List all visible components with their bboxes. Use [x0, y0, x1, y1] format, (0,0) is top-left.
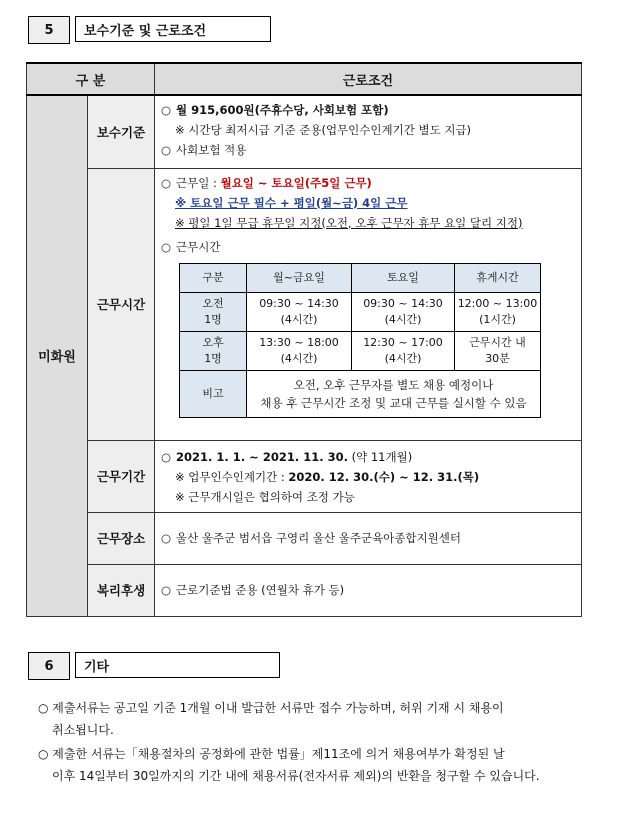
table-row-period: [27, 440, 582, 512]
schedule-morning-weekday: 09:30 ~ 14:30 (4시간): [247, 292, 352, 331]
saturday-note: ※ 토요일 근무 필수 + 평일(월~금) 4일 근무: [175, 195, 408, 210]
schedule-row-afternoon: [180, 331, 541, 370]
note-documents-valid: ○ 제출서류는 공고일 기준 1개월 이내 발급한 서류만 접수 가능하며, 허위 기재 시 채용이 취소됩니다.: [38, 701, 504, 737]
place-content: ○ 울산 울주군 범서읍 구영리 울산 울주군육아종합지원센터: [155, 512, 582, 564]
pay-insurance: 사회보험 적용: [176, 143, 247, 157]
schedule-afternoon-saturday: 12:30 ~ 17:00 (4시간): [352, 331, 455, 370]
schedule-row-morning: [180, 292, 541, 331]
row-label-pay: 보수기준: [88, 95, 155, 168]
pay-content: ○ 월 915,600원(주휴수당, 사회보험 포함) ※ 시간당 최저시급 기준 준용(업무인수인계기간 별도 지급) ○ 사회보험 적용: [155, 95, 582, 168]
hours-schedule-table: [179, 263, 541, 418]
schedule-afternoon-weekday: 13:30 ~ 18:00 (4시간): [247, 331, 352, 370]
row-label-place: 근무장소: [88, 512, 155, 564]
period-content: ○ 2021. 1. 1. ~ 2021. 11. 30. (약 11개월) ※ 업무인수인계기간 : 2020. 12. 30.(수) ~ 12. 31.(목) ※ 근무개시일은 협의하여 조정 가능: [155, 440, 582, 512]
handover-dates: 2020. 12. 30.(수) ~ 12. 31.(목): [288, 469, 480, 484]
pay-amount: 월 915,600원(주휴수당, 사회보험 포함): [176, 103, 389, 117]
row-label-hours: 근무시간: [88, 168, 155, 440]
table-header-row: [27, 63, 582, 95]
row-label-period: 근무기간: [88, 440, 155, 512]
header-conditions: 근로조건: [155, 63, 582, 95]
period-dates: 2021. 1. 1. ~ 2021. 11. 30.: [176, 449, 348, 464]
group-label-cleaner: 미화원: [27, 95, 88, 616]
start-date-note: ※ 근무개시일은 협의하여 조정 가능: [175, 489, 355, 504]
welfare-text: 근로기준법 준용 (연월차 휴가 등): [176, 583, 345, 597]
section-5-number: 5: [28, 16, 70, 44]
schedule-label-note: 비고: [180, 370, 247, 417]
table-row-place: [27, 512, 582, 564]
schedule-morning-saturday: 09:30 ~ 14:30 (4시간): [352, 292, 455, 331]
working-conditions-table: [26, 62, 582, 617]
section-6-title: 기타: [75, 652, 280, 678]
schedule-header-row: [180, 263, 541, 292]
schedule-morning-break: 12:00 ~ 13:00 (1시간): [455, 292, 541, 331]
section-6-number: 6: [28, 652, 70, 680]
schedule-label-afternoon: 오후 1명: [180, 331, 247, 370]
bullet-circle: ○: [161, 103, 172, 117]
row-label-welfare: 복리후생: [88, 564, 155, 616]
unpaid-dayoff-note: ※ 평일 1일 무급 휴무일 지정(오전, 오후 근무자 휴무 요일 달리 지정): [175, 215, 523, 230]
table-row-hours: [27, 168, 582, 440]
schedule-header-type: 구분: [180, 263, 247, 292]
schedule-label-morning: 오전 1명: [180, 292, 247, 331]
workplace-address: 울산 울주군 범서읍 구영리 울산 울주군육아종합지원센터: [176, 531, 461, 545]
header-category: 구 분: [27, 63, 155, 95]
schedule-header-saturday: 토요일: [352, 263, 455, 292]
section-6-header: [28, 652, 280, 680]
welfare-content: ○ 근로기준법 준용 (연월차 휴가 등): [155, 564, 582, 616]
workdays-text: 월요일 ~ 토요일(주5일 근무): [220, 175, 372, 190]
table-row-welfare: [27, 564, 582, 616]
schedule-header-weekday: 월~금요일: [247, 263, 352, 292]
note-documents-return: ○ 제출한 서류는「채용절차의 공정화에 관한 법률」제11조에 의거 채용여부가 확정된 날 이후 14일부터 30일까지의 기간 내에 채용서류(전자서류 제외)의 반환을 청구할 수 있습니다.: [38, 747, 540, 783]
schedule-note: 오전, 오후 근무자를 별도 채용 예정이나 채용 후 근무시간 조정 및 교대 근무를 실시할 수 있음: [247, 370, 541, 417]
schedule-header-break: 휴게시간: [455, 263, 541, 292]
section-5-header: [28, 16, 271, 44]
hours-subtitle: 근무시간: [176, 239, 221, 254]
schedule-afternoon-break: 근무시간 내 30분: [455, 331, 541, 370]
schedule-row-note: [180, 370, 541, 417]
pay-note: ※ 시간당 최저시급 기준 준용(업무인수인계기간 별도 지급): [175, 123, 472, 137]
hours-content: ○ 근무일 : 월요일 ~ 토요일(주5일 근무) ※ 토요일 근무 필수 + 평일(월~금) 4일 근무 ※ 평일 1일 무급 휴무일 지정(오전, 오후 근무자 휴무 요일 달리 지정) ○ 근무시간 구분 월~금요일 토요일 휴게시간 오전 1명 09:30 ~ 14:30 (4시간) 09:30 ~ 14:30 (4시간) 12:00 ~ 13:00 (1시간) 오후 1명 13:30 ~ 18:00 (4시간) 12:30 ~ 17:00 (4시간) 근무시간 내 30분 비고 오전, 오후 근무자를 별도 채용 예정이나 채용 후 근무시간 조정 및 교대 근무를 실시할 수 있음: [155, 168, 582, 440]
table-row-pay: [27, 95, 582, 168]
section-5-title: 보수기준 및 근로조건: [75, 16, 271, 42]
